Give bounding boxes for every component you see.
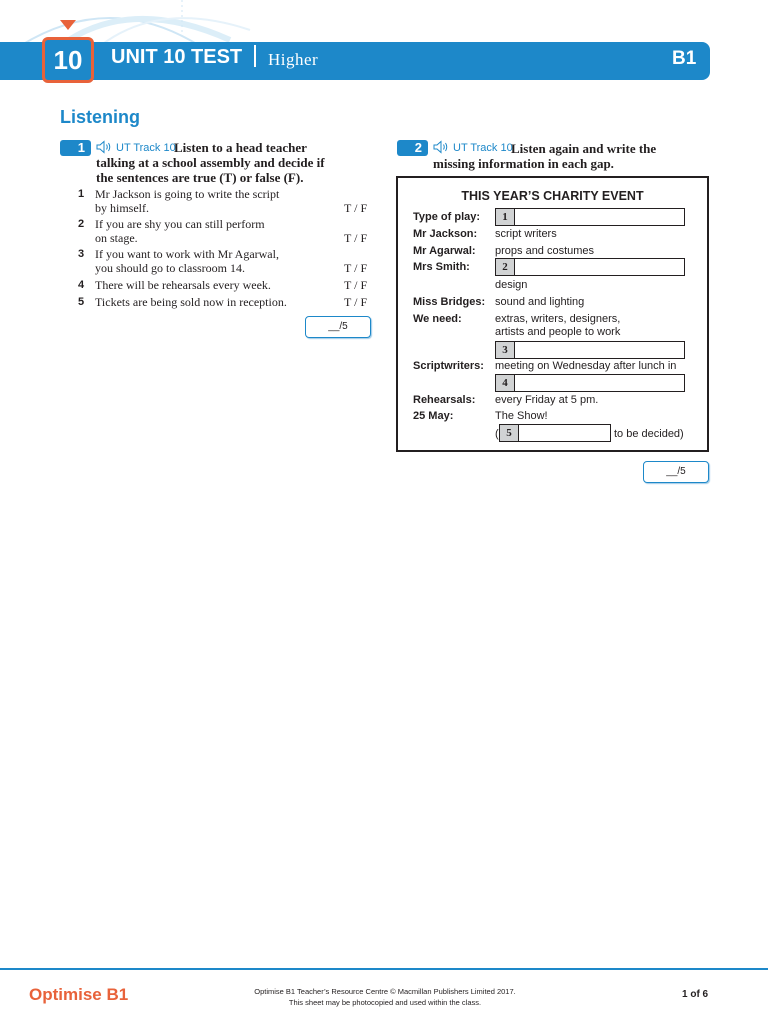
gap-3-input[interactable] xyxy=(495,341,685,359)
value-rehearsals: every Friday at 5 pm. xyxy=(495,394,599,406)
question-text-line2: by himself. xyxy=(95,201,149,215)
exercise-1-score-box[interactable]: __/5 xyxy=(305,316,371,338)
gap-4-input[interactable] xyxy=(495,374,685,392)
unit-number-badge: 10 xyxy=(42,37,94,83)
gap-5-input[interactable] xyxy=(499,424,611,442)
track-label: UT Track 10 xyxy=(116,142,176,154)
exercise-2-badge: 2 xyxy=(397,140,428,156)
question-number: 4 xyxy=(78,279,85,291)
unit-title: UNIT 10 TEST xyxy=(111,46,243,68)
footer-divider xyxy=(0,968,768,970)
label-mr-jackson: Mr Jackson: xyxy=(413,228,478,240)
exercise-1-instruction-line2: talking at a school assembly and decide if xyxy=(96,155,325,170)
footer-line2: This sheet may be photocopied and used within the class. xyxy=(288,998,482,1007)
unit-arrow-marker xyxy=(60,20,76,30)
exercise-1-track[interactable] xyxy=(96,140,176,155)
open-paren: ( xyxy=(495,428,499,440)
exercise-2-instruction-line1: Listen again and write the xyxy=(511,141,657,156)
gap-1-input[interactable] xyxy=(495,208,685,226)
value-miss-bridges: sound and lighting xyxy=(495,296,585,308)
label-mr-agarwal: Mr Agarwal: xyxy=(413,245,476,257)
question-number: 3 xyxy=(78,248,85,260)
true-false-option[interactable]: T / F xyxy=(344,201,368,215)
true-false-option[interactable]: T / F xyxy=(344,278,368,292)
value-mr-agarwal: props and costumes xyxy=(495,245,595,257)
charity-box-title: THIS YEAR’S CHARITY EVENT xyxy=(461,189,644,203)
value-to-be-decided: to be decided) xyxy=(614,428,684,440)
label-miss-bridges: Miss Bridges: xyxy=(413,296,486,308)
exercise-1-instruction-line3: the sentences are true (T) or false (F). xyxy=(96,170,304,185)
value-we-need-line2: artists and people to work xyxy=(495,326,621,338)
question-number: 5 xyxy=(78,296,85,308)
question-text-line1: Mr Jackson is going to write the script xyxy=(95,187,280,201)
track-label: UT Track 10 xyxy=(453,142,513,154)
question-number: 2 xyxy=(78,218,85,230)
gap-2-input[interactable] xyxy=(495,258,685,276)
value-mrs-smith-design: design xyxy=(495,279,528,291)
question-text-line2: you should go to classroom 14. xyxy=(95,261,245,275)
gap-number: 5 xyxy=(500,425,519,441)
unit-level: Higher xyxy=(268,50,319,69)
speaker-icon xyxy=(96,140,114,154)
exercise-1-badge: 1 xyxy=(60,140,91,156)
footer-brand: Optimise B1 xyxy=(29,985,129,1004)
gap-number: 4 xyxy=(496,375,515,391)
label-we-need: We need: xyxy=(413,313,462,325)
value-we-need-line1: extras, writers, designers, xyxy=(495,313,621,325)
level-code: B1 xyxy=(672,48,697,69)
question-text-line1: Tickets are being sold now in reception. xyxy=(95,295,287,309)
label-mrs-smith: Mrs Smith: xyxy=(413,261,470,273)
question-number: 1 xyxy=(78,188,85,200)
label-type-of-play: Type of play: xyxy=(413,211,481,223)
footer-copyright xyxy=(230,986,540,1008)
page-number: 1 of 6 xyxy=(682,989,709,1000)
exercise-1-instruction-line1: Listen to a head teacher xyxy=(174,140,307,155)
gap-number: 2 xyxy=(496,259,515,275)
question-text-line2: on stage. xyxy=(95,231,138,245)
exercise-2-instruction-line2: missing information in each gap. xyxy=(433,156,614,171)
value-mr-jackson: script writers xyxy=(495,228,557,240)
header-bar xyxy=(0,42,710,80)
label-scriptwriters: Scriptwriters: xyxy=(413,360,484,372)
exercise-2-track[interactable] xyxy=(433,140,513,155)
charity-event-box xyxy=(396,176,709,452)
gap-number: 3 xyxy=(496,342,515,358)
header-decoration xyxy=(0,0,260,46)
true-false-option[interactable]: T / F xyxy=(344,295,368,309)
value-scriptwriters: meeting on Wednesday after lunch in xyxy=(495,360,677,372)
gap-number: 1 xyxy=(496,209,515,225)
true-false-option[interactable]: T / F xyxy=(344,231,368,245)
title-separator xyxy=(254,45,256,67)
label-25-may: 25 May: xyxy=(413,410,454,422)
footer-line1: Optimise B1 Teacher’s Resource Centre © Macmillan Publishers Limited 2017. xyxy=(254,987,516,996)
true-false-option[interactable]: T / F xyxy=(344,261,368,275)
question-text-line1: There will be rehearsals every week. xyxy=(95,278,271,292)
speaker-icon xyxy=(433,140,451,154)
section-title: Listening xyxy=(60,107,140,127)
label-rehearsals: Rehearsals: xyxy=(413,394,476,406)
value-25-may: The Show! xyxy=(495,410,548,422)
exercise-2-score-box[interactable]: __/5 xyxy=(643,461,709,483)
question-text-line1: If you want to work with Mr Agarwal, xyxy=(95,247,279,261)
question-text-line1: If you are shy you can still perform xyxy=(95,217,265,231)
